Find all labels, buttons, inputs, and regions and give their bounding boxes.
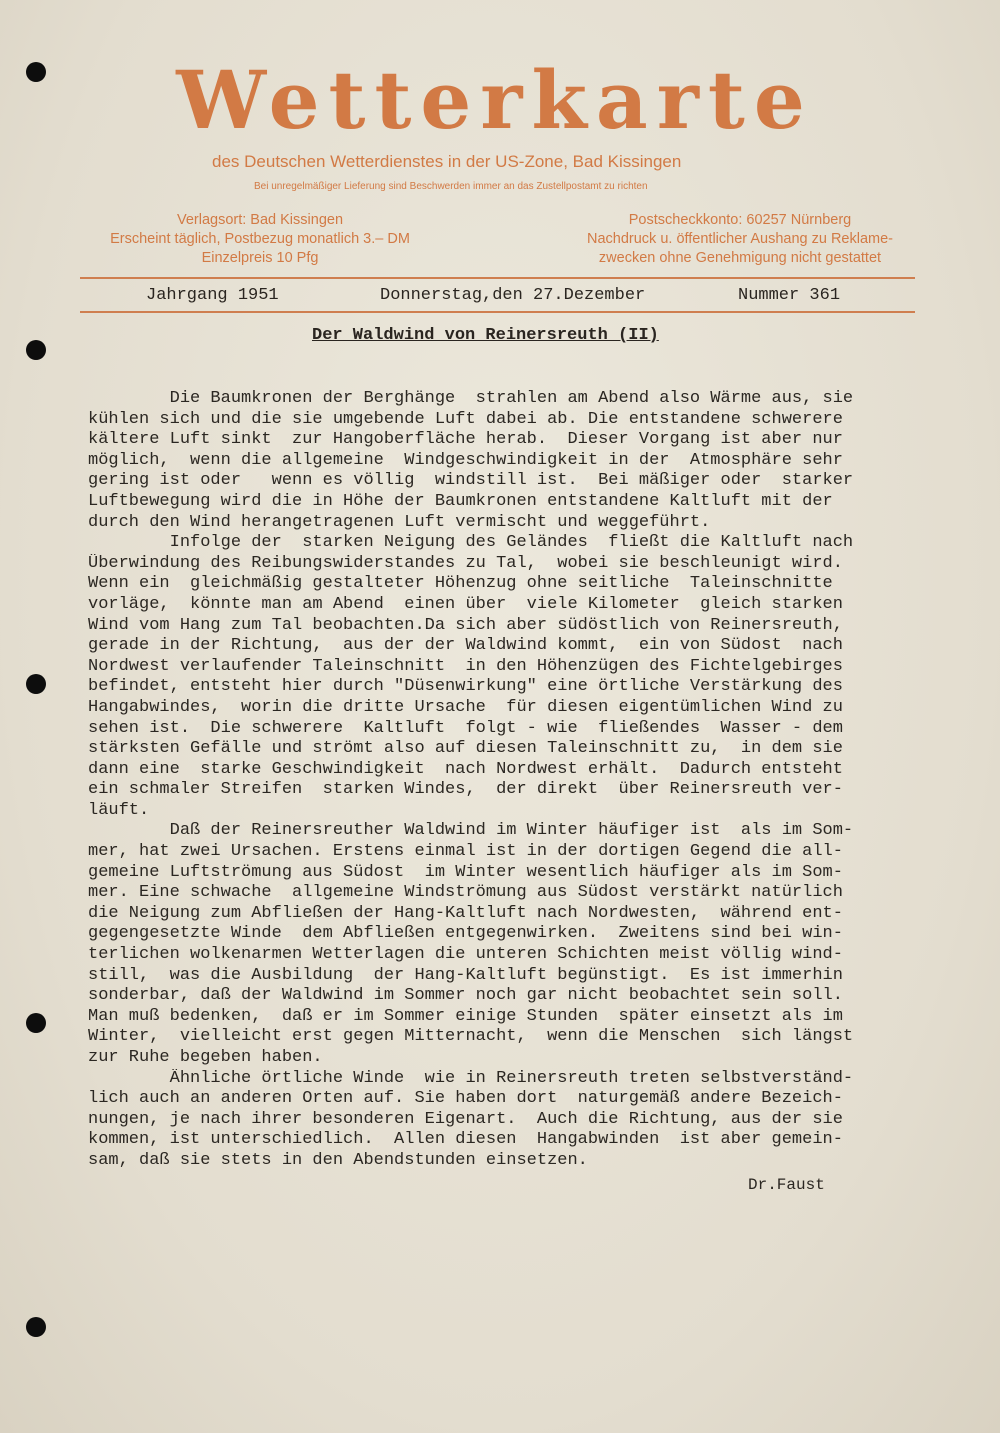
- divider-bottom: [80, 311, 915, 313]
- article-line: Überwindung des Reibungswiderstandes zu Tal, wobei sie beschleunigt wird.: [88, 553, 843, 573]
- article-line: ein schmaler Streifen starken Windes, der direkt über Reinersreuth ver-: [88, 780, 843, 800]
- article-line: möglich, wenn die allgemeine Windgeschwindigkeit in der Atmosphäre sehr: [88, 450, 843, 470]
- article-line: Die Baumkronen der Berghänge strahlen am Abend also Wärme aus, sie: [88, 389, 854, 408]
- issue-date: Donnerstag,den 27.Dezember: [380, 286, 646, 305]
- article-line: Daß der Reinersreuther Waldwind im Winter häufiger ist als im Som-: [88, 821, 854, 841]
- article-line: sehen ist. Die schwerere Kaltluft folgt - wie fließendes Wasser - dem: [88, 718, 843, 738]
- article-line: nungen, je nach ihrer besonderen Eigenart. Auch die Richtung, aus der sie: [88, 1109, 843, 1129]
- article-line: läuft.: [88, 800, 150, 820]
- article-line: Nordwest verlaufender Taleinschnitt in den Höhenzügen des Fichtelgebirges: [88, 656, 843, 676]
- divider-top: [80, 277, 915, 279]
- masthead-title: Wetterkarte: [176, 53, 814, 147]
- reprint-notice-1: Nachdruck u. öffentlicher Aushang zu Reklame-: [586, 231, 893, 247]
- punch-hole: [26, 1317, 46, 1337]
- article-line: gerade in der Richtung, aus der der Waldwind kommt, ein von Südost nach: [88, 636, 843, 656]
- complaint-note: Bei unregelmäßiger Lieferung sind Beschwerden immer an das Zustellpostamt zu richten: [254, 181, 648, 192]
- postal-account: Postscheckkonto: 60257 Nürnberg: [628, 212, 852, 228]
- article-line: Wind vom Hang zum Tal beobachten.Da sich aber südöstlich von Reinersreuth,: [88, 615, 843, 635]
- article-line: dann eine starke Geschwindigkeit nach Nordwest erhält. Dadurch entsteht: [88, 759, 843, 779]
- article-line: Hangabwindes, worin die dritte Ursache für diesen eigentümlichen Wind zu: [88, 697, 843, 717]
- author-signature: Dr.Faust: [748, 1176, 825, 1194]
- article-line: die Neigung zum Abfließen der Hang-Kaltluft nach Nordwesten, während ent-: [88, 903, 843, 923]
- article-line: terlichen wolkenarmen Wetterlagen die unteren Schichten meist völlig wind-: [88, 945, 843, 965]
- account-info: [565, 211, 915, 268]
- article-line: Luftbewegung wird die in Höhe der Baumkronen entstandene Kaltluft mit der: [88, 491, 833, 511]
- article-line: mer. Eine schwache allgemeine Windströmung aus Südost verstärkt natürlich: [88, 883, 843, 903]
- article-line: lich auch an anderen Orten auf. Sie haben dort naturgemäß andere Bezeich-: [88, 1089, 843, 1109]
- article-body: [88, 389, 918, 1172]
- article-line: Winter, vielleicht erst gegen Mitternacht, wenn die Menschen sich längst: [88, 1027, 854, 1047]
- article-line: Man muß bedenken, daß er im Sommer einige Stunden später einsetzt als im: [88, 1006, 843, 1026]
- article-line: mer, hat zwei Ursachen. Erstens einmal ist in der dortigen Gegend die all-: [88, 842, 843, 862]
- article-line: zur Ruhe begeben haben.: [88, 1048, 323, 1067]
- publisher-info: [90, 211, 430, 268]
- article-title: Der Waldwind von Reinersreuth (II): [312, 326, 659, 345]
- publisher-location: Verlagsort: Bad Kissingen: [176, 212, 344, 228]
- article-line: stärksten Gefälle und strömt also auf diesen Taleinschnitt zu, in dem sie: [88, 739, 843, 759]
- article-line: gemeine Luftströmung aus Südost im Winter wesentlich häufiger als im Som-: [88, 862, 843, 882]
- article-line: gering ist oder wenn es völlig windstill ist. Bei mäßiger oder starker: [88, 471, 854, 491]
- article-line: kältere Luft sinkt zur Hangoberfläche herab. Dieser Vorgang ist aber nur: [88, 430, 843, 450]
- article-line: Infolge der starken Neigung des Geländes fließt die Kaltluft nach: [88, 533, 854, 553]
- volume-label: Jahrgang 1951: [146, 286, 279, 305]
- punch-hole: [26, 340, 46, 360]
- article-line: befindet, entsteht hier durch "Düsenwirkung" eine örtliche Verstärkung des: [88, 677, 843, 697]
- article-line: gegengesetzte Winde dem Abfließen entgegenwirken. Zweitens sind bei win-: [88, 924, 843, 944]
- article-line: kommen, ist unterschiedlich. Allen diesen Hangabwinden ist aber gemein-: [88, 1130, 843, 1150]
- publication-frequency: Erscheint täglich, Postbezug monatlich 3.– DM: [110, 231, 410, 247]
- issue-number: Nummer 361: [738, 286, 841, 305]
- masthead-subtitle: des Deutschen Wetterdienstes in der US-Zone, Bad Kissingen: [212, 152, 682, 171]
- issue-line: [80, 282, 915, 310]
- article-line: Wenn ein gleichmäßig gestalteter Höhenzug ohne seitliche Taleinschnitte: [88, 574, 833, 594]
- punch-hole: [26, 62, 46, 82]
- reprint-notice-2: zwecken ohne Genehmigung nicht gestattet: [598, 250, 882, 266]
- article-line: kühlen sich und die sie umgebende Luft dabei ab. Die entstandene schwerere: [88, 409, 843, 429]
- punch-hole: [26, 1013, 46, 1033]
- punch-hole: [26, 674, 46, 694]
- article-line: sonderbar, daß der Waldwind im Sommer noch gar nicht beobachtet sein soll.: [88, 986, 843, 1006]
- article-line: still, was die Ausbildung der Hang-Kaltluft begünstigt. Es ist immerhin: [88, 965, 843, 985]
- article-line: vorläge, könnte man am Abend einen über viele Kilometer gleich starken: [88, 594, 843, 614]
- single-price: Einzelpreis 10 Pfg: [201, 250, 319, 266]
- article-line: Ähnliche örtliche Winde wie in Reinersreuth treten selbstverständ-: [88, 1068, 854, 1088]
- article-line: durch den Wind herangetragenen Luft vermischt und weggeführt.: [88, 512, 711, 532]
- article-line: sam, daß sie stets in den Abendstunden einsetzen.: [88, 1150, 588, 1170]
